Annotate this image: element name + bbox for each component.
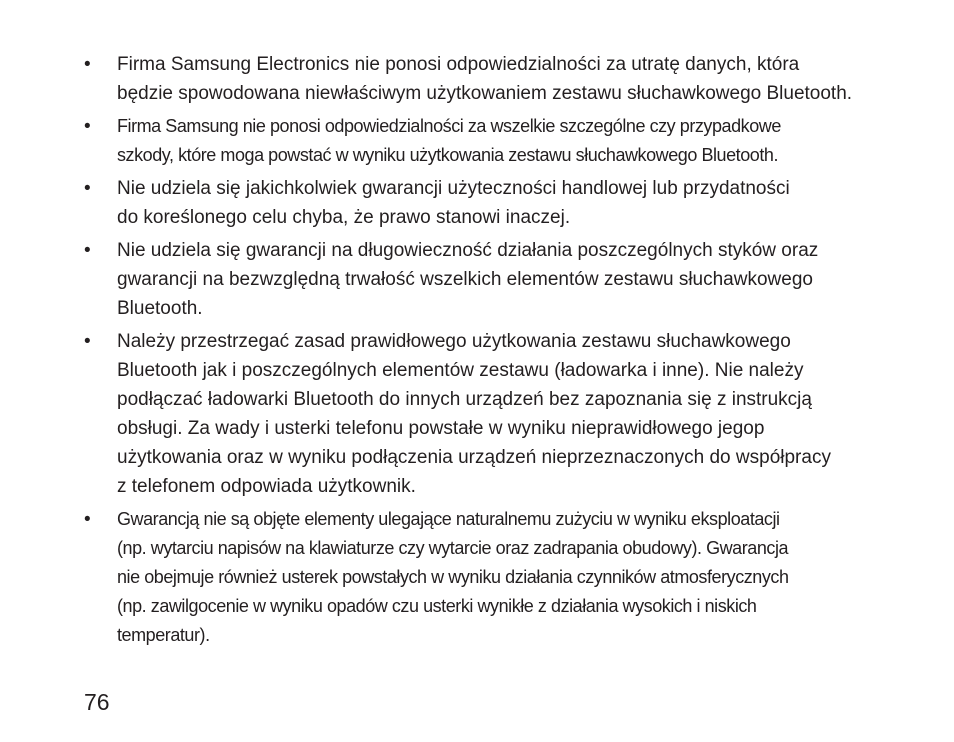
list-item xyxy=(84,236,884,323)
bullet-icon: • xyxy=(84,54,91,75)
text-line: użytkowania oraz w wyniku podłączenia urządzeń nieprzeznaczonych do współpracy xyxy=(117,447,831,468)
bullet-icon: • xyxy=(84,178,91,199)
bullet-icon: • xyxy=(84,509,91,530)
text-line: gwarancji na bezwzględną trwałość wszelkich elementów zestawu słuchawkowego xyxy=(117,269,813,290)
text-line: Bluetooth jak i poszczególnych elementów zestawu (ładowarka i inne). Nie należy xyxy=(117,360,804,381)
text-line: Należy przestrzegać zasad prawidłowego użytkowania zestawu słuchawkowego xyxy=(117,331,791,352)
text-line: (np. zawilgocenie w wyniku opadów czu usterki wynikłe z działania wysokich i niskich xyxy=(117,596,757,616)
text-line: Gwarancją nie są objęte elementy ulegające naturalnemu zużyciu w wyniku eksploatacji xyxy=(117,509,780,529)
bullet-icon: • xyxy=(84,331,91,352)
bullet-list xyxy=(84,50,884,650)
page-number: 76 xyxy=(84,689,110,715)
list-item xyxy=(84,327,884,501)
text-line: podłączać ładowarki Bluetooth do innych urządzeń bez zapoznania się z instrukcją xyxy=(117,389,812,410)
bullet-icon: • xyxy=(84,240,91,261)
text-line: do koreślonego celu chyba, że prawo stanowi inaczej. xyxy=(117,207,571,228)
list-item xyxy=(84,505,884,650)
bullet-icon: • xyxy=(84,116,91,137)
list-item xyxy=(84,112,884,170)
list-item xyxy=(84,174,884,232)
list-item xyxy=(84,50,884,108)
text-line: (np. wytarciu napisów na klawiaturze czy wytarcie oraz zadrapania obudowy). Gwarancja xyxy=(117,538,789,558)
text-line: obsługi. Za wady i usterki telefonu powstałe w wyniku nieprawidłowego jegop xyxy=(117,418,765,439)
text-line: nie obejmuje również usterek powstałych w wyniku działania czynników atmosferycznych xyxy=(117,567,789,587)
text-line: szkody, które moga powstać w wyniku użytkowania zestawu słuchawkowego Bluetooth. xyxy=(117,145,779,165)
text-line: będzie spowodowana niewłaściwym użytkowaniem zestawu słuchawkowego Bluetooth. xyxy=(117,83,853,104)
text-line: Firma Samsung Electronics nie ponosi odpowiedzialności za utratę danych, która xyxy=(117,54,800,75)
text-line: temperatur). xyxy=(117,625,210,645)
text-line: Nie udziela się gwarancji na długowieczność działania poszczególnych styków oraz xyxy=(117,240,819,261)
page-content xyxy=(84,50,884,654)
text-line: Firma Samsung nie ponosi odpowiedzialności za wszelkie szczególne czy przypadkowe xyxy=(117,116,781,136)
text-line: z telefonem odpowiada użytkownik. xyxy=(117,476,416,497)
text-line: Bluetooth. xyxy=(117,298,203,319)
text-line: Nie udziela się jakichkolwiek gwarancji użyteczności handlowej lub przydatności xyxy=(117,178,790,199)
